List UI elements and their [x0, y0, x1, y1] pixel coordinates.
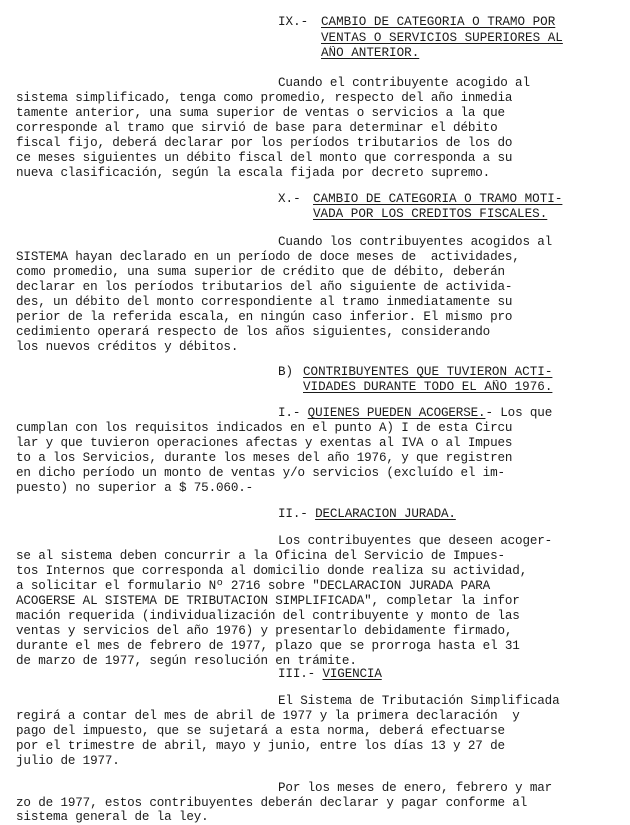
section-ii-line-3: tos Internos que corresponda al domicilio donde realiza su actividad, [16, 564, 528, 578]
section-ii-heading [278, 507, 620, 522]
section-x-title-1: CAMBIO DE CATEGORIA O TRAMO MOTI- [313, 192, 563, 206]
section-iii-line-2: regirá a contar del mes de abril de 1977 y la primera declaración y [16, 709, 520, 723]
section-i-label: I.- [278, 406, 301, 420]
section-iii-label: III.- [278, 667, 316, 681]
section-iii-line-4: por el trimestre de abril, mayo y junio, entre los días 13 y 27 de [16, 739, 505, 753]
section-ix-line-2: sistema simplificado, tenga como promedio, respecto del año inmedia [16, 91, 513, 105]
section-x-line-7: cedimiento operará respecto de los años siguientes, considerando [16, 325, 491, 339]
section-i-line-5: puesto) no superior a $ 75.060.- [16, 481, 254, 495]
section-ii-line-2: se al sistema deben concurrir a la Oficina del Servicio de Impues- [16, 549, 505, 563]
section-ii-line-7: ventas y servicios del año 1976) y presentarlo debidamente firmado, [16, 624, 513, 638]
section-i-first-line [278, 406, 620, 421]
section-iii-extra-line-2: zo de 1977, estos contribuyentes deberán declarar y pagar conforme al [16, 796, 528, 810]
section-x-title-2: VADA POR LOS CREDITOS FISCALES. [313, 207, 548, 221]
section-ix-title-1: CAMBIO DE CATEGORIA O TRAMO POR [321, 15, 556, 29]
section-ii-line-9: de marzo de 1977, según resolución en trámite. [16, 654, 357, 668]
section-ii-line-4: a solicitar el formulario Nº 2716 sobre "DECLARACION JURADA PARA [16, 579, 491, 593]
section-ii-label: II.- [278, 507, 308, 521]
section-x-line-1: Cuando los contribuyentes acogidos al [278, 235, 553, 249]
section-x-line-5: des, un débito del monto correspondiente al tramo inmediatamente su [16, 295, 513, 309]
section-iii-extra-line-1: Por los meses de enero, febrero y mar [278, 781, 553, 795]
section-iii-line-1: El Sistema de Tributación Simplificada [278, 694, 560, 708]
section-iii-extra-line-3: sistema general de la ley. [16, 810, 209, 824]
section-ii-line-8: durante el mes de febrero de 1977, plazo que se prorroga hasta el 31 [16, 639, 520, 653]
section-ii-title: DECLARACION JURADA. [315, 507, 456, 521]
section-ix-title-2: VENTAS O SERVICIOS SUPERIORES AL [321, 31, 563, 45]
section-iii-title: VIGENCIA [322, 667, 382, 681]
section-ix-title-3: AÑO ANTERIOR. [321, 46, 420, 60]
section-iii-line-3: pago del impuesto, que se sujetará a esta norma, deberá efectuarse [16, 724, 505, 738]
section-ix-line-1: Cuando el contribuyente acogido al [278, 76, 530, 90]
section-x-line-8: los nuevos créditos y débitos. [16, 340, 239, 354]
section-ix-line-3: tamente anterior, una suma superior de ventas o servicios a la que [16, 106, 505, 120]
section-x-line-3: como promedio, una suma superior de crédito que de débito, deberán [16, 265, 505, 279]
section-ix-label: IX.- [278, 15, 309, 29]
section-x-label: X.- [278, 192, 301, 206]
section-x-line-2: SISTEMA hayan declarado en un período de doce meses de actividades, [16, 250, 520, 264]
section-iii-line-5: julio de 1977. [16, 754, 120, 768]
section-i-line-1: cumplan con los requisitos indicados en el punto A) I de esta Circu [16, 421, 513, 435]
section-ix-line-5: fiscal fijo, deberá declarar por los períodos tributarios de los do [16, 136, 513, 150]
section-ii-line-1: Los contribuyentes que deseen acoger- [278, 534, 553, 548]
section-ix-line-4: corresponde al tramo que sirvió de base para determinar el débito [16, 121, 498, 135]
section-i-title: QUIENES PUEDEN ACOGERSE. [307, 406, 486, 420]
section-ix-line-7: nueva clasificación, según la escala fijada por decreto supremo. [16, 166, 491, 180]
section-i-line-4: en dicho período un monto de ventas y/o servicios (excluído el im- [16, 466, 505, 480]
section-b-title-2: VIDADES DURANTE TODO EL AÑO 1976. [303, 380, 553, 394]
section-b-title-1: CONTRIBUYENTES QUE TUVIERON ACTI- [303, 365, 553, 379]
section-x-line-6: perior de la referida escala, en ningún caso inferior. El mismo pro [16, 310, 513, 324]
section-i-line-2: lar y que tuvieron operaciones afectas y exentas al IVA o al Impues [16, 436, 513, 450]
section-ii-line-6: mación requerida (individualización del contribuyente y monto de las [16, 609, 520, 623]
section-ii-line-5: ACOGERSE AL SISTEMA DE TRIBUTACION SIMPLIFICADA", completar la infor [16, 594, 520, 608]
section-ix-line-6: ce meses siguientes un débito fiscal del monto que corresponda a su [16, 151, 513, 165]
section-i-first-tail: - Los que [485, 406, 553, 420]
section-iii-heading [278, 667, 620, 682]
section-b-label: B) [278, 365, 294, 379]
section-i-line-3: to a los Servicios, durante los meses del año 1976, y que registren [16, 451, 513, 465]
section-x-line-4: declarar en los períodos tributarios del año siguiente de activida- [16, 280, 513, 294]
